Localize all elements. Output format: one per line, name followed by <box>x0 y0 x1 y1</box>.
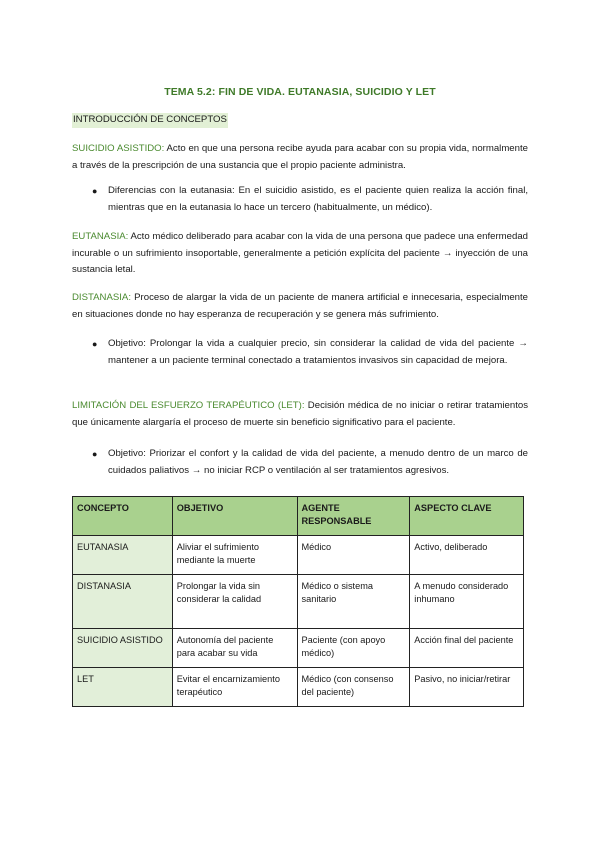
term-label: DISTANASIA: <box>72 292 131 303</box>
term-label: LIMITACIÓN DEL ESFUERZO TERAPÉUTICO (LET): <box>72 400 305 411</box>
bullet-icon: ● <box>92 339 98 349</box>
table-header-cell: CONCEPTO <box>73 497 173 536</box>
table-cell-concept: EUTANASIA <box>73 536 173 575</box>
table-cell: Médico (con consenso del paciente) <box>297 668 410 707</box>
table-row <box>73 536 524 575</box>
table-header-cell: AGENTE RESPONSABLE <box>297 497 410 536</box>
term-label: SUICIDIO ASISTIDO: <box>72 143 165 154</box>
bullet-icon: ● <box>92 186 98 196</box>
table-cell: Médico <box>297 536 410 575</box>
table-cell: Médico o sistema sanitario <box>297 575 410 629</box>
table-cell: Autonomía del paciente para acabar su vida <box>172 629 297 668</box>
bullet-item <box>92 336 528 369</box>
bullet-item <box>92 446 528 479</box>
table-cell: A menudo considerado inhumano <box>410 575 524 629</box>
bullet-item <box>92 183 528 216</box>
concepts-table <box>72 496 524 707</box>
table-cell: Prolongar la vida sin considerar la calidad <box>172 575 297 629</box>
paragraph-text: Proceso de alargar la vida de un paciente de manera artificial e innecesaria, especialmente en situaciones donde no hay esperanza de recuperación y se genera más sufrimiento. <box>72 292 528 320</box>
paragraph-text: Acto en que una persona recibe ayuda para acabar con su propia vida, normalmente a través de la prescripción de una sustancia que el propio paciente administra. <box>72 143 528 171</box>
table-cell: Aliviar el sufrimiento mediante la muerte <box>172 536 297 575</box>
table-header-cell: OBJETIVO <box>172 497 297 536</box>
bullet-text: Diferencias con la eutanasia: En el suicidio asistido, es el paciente quien realiza la acción final, mientras que en la eutanasia lo hace un tercero (habitualmente, un médico). <box>108 185 528 213</box>
table-cell: Activo, deliberado <box>410 536 524 575</box>
table-cell: Paciente (con apoyo médico) <box>297 629 410 668</box>
table-cell-concept: LET <box>73 668 173 707</box>
paragraph-text: Decisión médica de no iniciar o retirar tratamientos que únicamente alargaría el proceso de muerte sin beneficio significativo para el paciente. <box>72 400 528 428</box>
table-header-row <box>73 497 524 536</box>
table-cell: Evitar el encarnizamiento terapéutico <box>172 668 297 707</box>
term-label: EUTANASIA: <box>72 231 129 242</box>
table-header-cell: ASPECTO CLAVE <box>410 497 524 536</box>
paragraph-suicidio-asistido <box>72 141 528 174</box>
table-row <box>73 629 524 668</box>
paragraph-eutanasia <box>72 229 528 279</box>
table-row <box>73 668 524 707</box>
paragraph-let <box>72 398 528 431</box>
paragraph-text: Acto médico deliberado para acabar con la vida de una persona que padece una enfermedad incurable o un sufrimiento insoportable, generalmente a petición explícita del paciente → inyección de una sustancia letal. <box>72 231 528 275</box>
table-cell-concept: DISTANASIA <box>73 575 173 629</box>
section-heading: INTRODUCCIÓN DE CONCEPTOS <box>72 113 228 128</box>
bullet-text: Objetivo: Priorizar el confort y la calidad de vida del paciente, a menudo dentro de un marco de cuidados paliativos → no iniciar RCP o ventilación al ser tratamientos agresivos. <box>108 448 528 476</box>
table-cell: Acción final del paciente <box>410 629 524 668</box>
table-cell: Pasivo, no iniciar/retirar <box>410 668 524 707</box>
table-cell-concept: SUICIDIO ASISTIDO <box>73 629 173 668</box>
bullet-text: Objetivo: Prolongar la vida a cualquier precio, sin considerar la calidad de vida del paciente → mantener a un paciente terminal conectado a tratamientos invasivos sin capacidad de mejora. <box>108 338 528 366</box>
bullet-icon: ● <box>92 449 98 459</box>
page-title: TEMA 5.2: FIN DE VIDA. EUTANASIA, SUICIDIO Y LET <box>164 86 436 98</box>
paragraph-distanasia <box>72 290 528 323</box>
table-row <box>73 575 524 629</box>
